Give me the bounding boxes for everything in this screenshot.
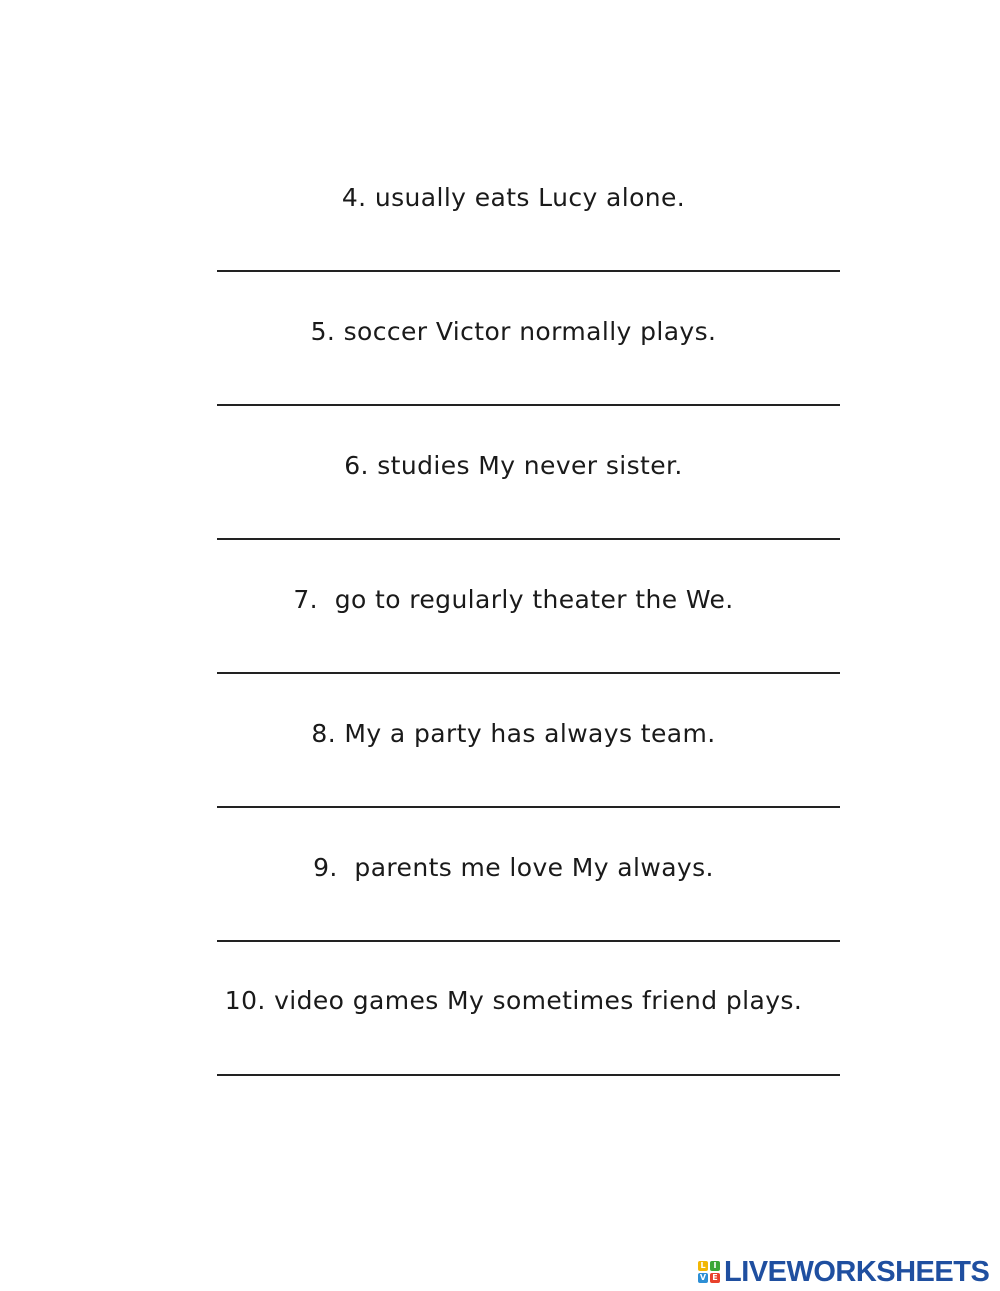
answer-line-10[interactable] — [217, 1074, 840, 1076]
sentence-9: 9. parents me love My always. — [313, 853, 714, 882]
logo-block-v: V — [699, 1273, 707, 1282]
answer-line-8[interactable] — [217, 806, 840, 808]
logo-blocks-icon — [698, 1261, 720, 1283]
answer-line-4[interactable] — [217, 270, 840, 272]
sentence-7: 7. go to regularly theater the We. — [293, 585, 734, 614]
logo-block-e: E — [710, 1273, 720, 1283]
logo-block-i: I — [710, 1261, 720, 1271]
answer-line-9[interactable] — [217, 940, 840, 942]
sentence-8: 8. My a party has always team. — [311, 719, 716, 748]
sentence-6: 6. studies My never sister. — [344, 451, 683, 480]
logo-text: LIVEWORKSHEETS — [724, 1256, 990, 1288]
liveworksheets-logo — [698, 1257, 989, 1287]
answer-line-7[interactable] — [217, 672, 840, 674]
answer-line-5[interactable] — [217, 404, 840, 406]
sentence-5: 5. soccer Victor normally plays. — [310, 317, 717, 346]
sentence-10: 10. video games My sometimes friend plays. — [224, 986, 803, 1015]
logo-block-l: L — [698, 1261, 708, 1271]
sentence-4: 4. usually eats Lucy alone. — [341, 183, 686, 212]
answer-line-6[interactable] — [217, 538, 840, 540]
